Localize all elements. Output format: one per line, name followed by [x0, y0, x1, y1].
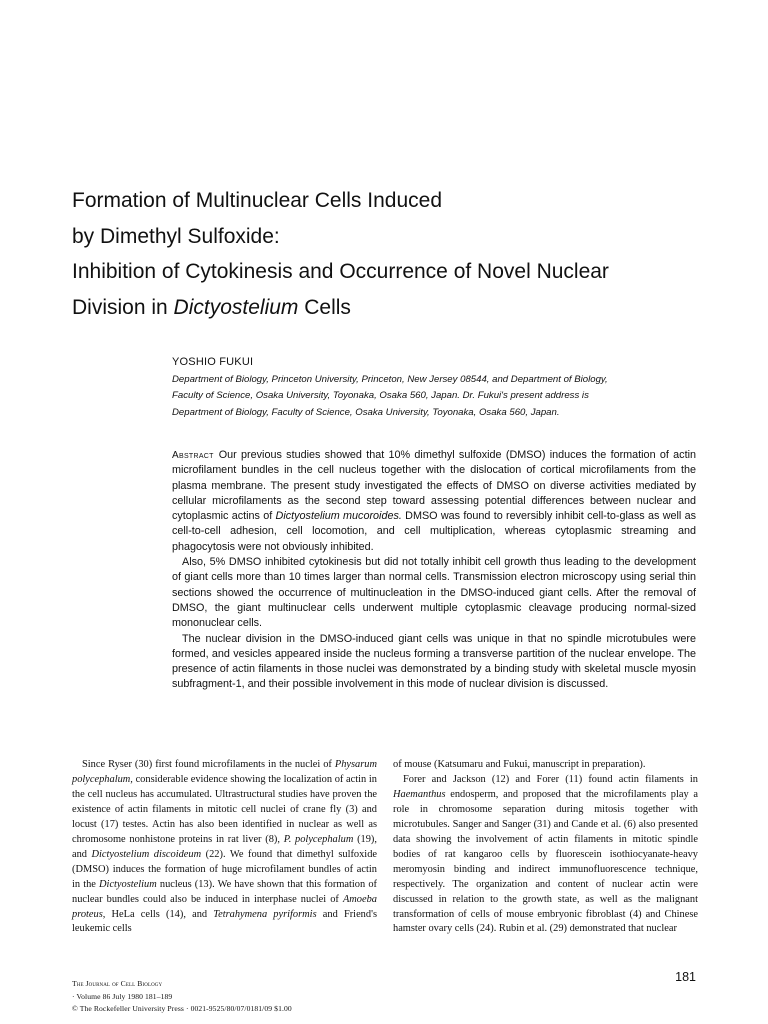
body-italic-text: Tetrahymena pyriformis [213, 908, 317, 920]
body-text: HeLa cells (14), and [105, 908, 214, 920]
body-text: endosperm, and proposed that the microfilaments play a role in chromosome separation during mitosis together with microtubules. Sanger and Sanger (31) and Cande et al. (6) also presented data showing the involvement of actin filaments in mitotic spindle bodies of rat kangaroo cells by fluorescein isothiocyanate-heavy meromyosin binding and indirect immunofluorescence technique, respectively. The organization and content of nuclear actin were discussed in relation to the growth state, as well as the malignant transformation of cells of mouse embryonic fibroblast (4) and Chinese hamster ovary cells (24). Rubin et al. (29) demonstrated that nuclear [393, 788, 698, 935]
body-paragraph: of mouse (Katsumaru and Fukui, manuscript in preparation). [393, 759, 646, 770]
abstract-paragraph: Also, 5% DMSO inhibited cytokinesis but did not totally inhibit cell growth thus leading to the development of giant cells more than 10 times larger than normal cells. Transmission electron microscopy using serial thin sections showed the occurrence of multinucleation in the DMSO-induced giant cells. After the removal of DMSO, the giant multinuclear cells underwent multiple cytoplasmic cleavage producing normal-sized mononuclear cells. [172, 556, 696, 630]
body-paragraph [393, 773, 698, 937]
title-line: Formation of Multinuclear Cells Induced [72, 189, 443, 212]
title-line: Inhibition of Cytokinesis and Occurrence of Novel Nuclear [72, 260, 609, 283]
footer-citation-line [72, 978, 672, 1003]
body-italic-text: Amoeba proteus, [72, 893, 377, 920]
title-genus-italic: Dictyostelium [173, 295, 299, 319]
journal-footer [72, 978, 672, 1016]
body-text: Since Ryser (30) first found microfilaments in the nuclei of [82, 759, 335, 770]
body-italic-text: Haemanthus [393, 788, 446, 800]
body-italic-text: Dictyostelium discoideum [91, 848, 202, 860]
body-italic-text: P. polycephalum [283, 833, 354, 845]
footer-volume-info: · Volume 86 July 1980 181–189 [72, 991, 173, 1001]
abstract-italic-text: Dictyostelium mucoroides. [275, 510, 402, 523]
title-line: by Dimethyl Sulfoxide: [72, 224, 280, 248]
abstract-text: Our previous studies showed that 10% dimethyl sulfoxide (DMSO) induces the formation of actin microfilament bundles in the cell nucleus together with the dislocation of cortical microfilaments from the plasma membrane. The present study investigated the effects of DMSO on diverse activities mediated by cellular microfilaments as the second step toward assessing potential differences between nuclear and cytoplasmic actins of [172, 449, 696, 523]
abstract [172, 448, 696, 693]
body-text: and Friend's leukemic cells [72, 908, 377, 935]
body-paragraph [72, 758, 377, 937]
title-text: Cells [298, 295, 351, 319]
abstract-label: Abstract [172, 450, 214, 461]
affiliation-line: Department of Biology, Princeton University, Princeton, New Jersey 08544, and Department of Biology, [172, 374, 608, 385]
abstract-paragraph: The nuclear division in the DMSO-induced giant cells was unique in that no spindle microtubules were formed, and vesicles appeared inside the nucleus forming a transverse partition of the nuclear envelope. The presence of actin filaments in those nuclei was demonstrated by a binding study with skeletal muscle myosin subfragment-1, and their possible involvement in this mode of nuclear division is discussed. [172, 632, 696, 691]
body-text: Forer and Jackson (12) and Forer (11) found actin filaments in [403, 773, 698, 785]
body-italic-text: Dictyostelium [99, 878, 157, 890]
affiliation-line: Faculty of Science, Osaka University, Toyonaka, Osaka 560, Japan. Dr. Fukui's present address is [172, 390, 589, 402]
body-text: (22). We found that dimethyl sulfoxide (DMSO) induces the formation of huge microfilament bundles of actin in the [72, 848, 378, 890]
title-text: Division in [72, 295, 174, 319]
abstract-paragraph [172, 448, 696, 555]
body-text: considerable evidence showing the localization of actin in the cell nucleus has accumulated. Ultrastructural studies have proven the existence of actin filaments in mitotic cell nuclei of crane fly (3) and locust (17) testes. Actin has also been identified in nuclear as well as chromosome nonhistone proteins in rat liver (8), [72, 773, 377, 845]
author-affiliation [172, 372, 702, 421]
abstract-text: DMSO was found to reversibly inhibit cell-to-glass as well as cell-to-cell adhesion, cell locomotion, and cell multiplication, whereas cytoplasmic streaming and phagocytosis were not obviously inhibited. [172, 510, 697, 553]
article-title [72, 183, 732, 325]
title-line [72, 290, 732, 326]
author-name: YOSHIO FUKUI [172, 356, 254, 368]
page-number: 181 [675, 970, 696, 984]
body-column-left [72, 758, 377, 937]
body-text: (19), and [72, 833, 377, 860]
affiliation-line: Department of Biology, Faculty of Science, Osaka University, Toyonaka, Osaka 560, Japan. [172, 406, 560, 418]
footer-copyright-line: © The Rockefeller University Press · 0021-9525/80/07/0181/09 $1.00 [72, 1004, 292, 1013]
journal-name: The Journal of Cell Biology [72, 979, 163, 988]
body-column-right [393, 758, 698, 937]
body-italic-text: Physarum polycephalum, [72, 759, 377, 785]
body-text: nucleus (13). We have shown that this formation of nuclear bundles could also be induced in interphase nuclei of [72, 878, 377, 905]
